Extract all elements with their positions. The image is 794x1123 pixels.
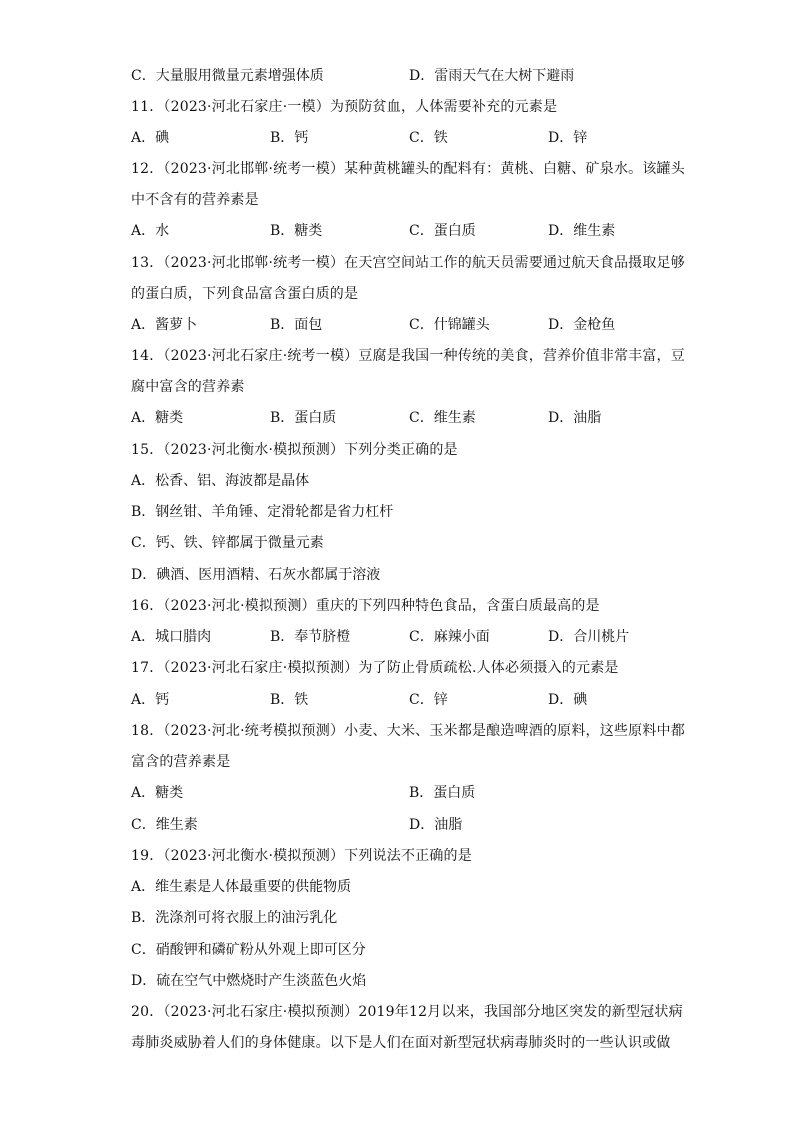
- option-b: B．糖类: [270, 223, 323, 239]
- option-c: C．维生素: [409, 410, 476, 426]
- option-b: B．钢丝钳、羊角锤、定滑轮都是省力杠杆: [131, 504, 394, 520]
- option-d: D．碘: [548, 692, 588, 708]
- option-d: D．碘酒、医用酒精、石灰水都属于溶液: [131, 567, 381, 583]
- question-17-options: [131, 690, 671, 710]
- option-c: C．大量服用微量元素增强体质: [131, 68, 324, 84]
- question-18-stem: 18．（2023·河北·统考模拟预测）小麦、大米、玉米都是酿造啤酒的原料，这些原料中都: [131, 723, 685, 739]
- question-12-options: [131, 221, 671, 241]
- question-14-stem-cont: 腐中富含的营养素: [131, 379, 245, 395]
- question-16-options: [131, 627, 671, 647]
- option-b: B．蛋白质: [409, 785, 476, 801]
- option-d: D．锌: [548, 130, 588, 146]
- option-b: B．奉节脐橙: [270, 629, 351, 645]
- question-20-stem: 20．（2023·河北石家庄·模拟预测）2019年12月以来，我国部分地区突发的新型冠状病: [131, 1004, 683, 1020]
- option-d: D．金枪鱼: [548, 317, 616, 333]
- question-11-options: [131, 128, 671, 148]
- question-15-stem: 15．（2023·河北衡水·模拟预测）下列分类正确的是: [131, 442, 458, 458]
- option-a: A．酱萝卜: [131, 317, 198, 333]
- question-17-stem: 17．（2023·河北石家庄·模拟预测）为了防止骨质疏松.人体必须摄入的元素是: [131, 660, 619, 676]
- option-b: B．蛋白质: [270, 410, 337, 426]
- question-18-options-row2: [131, 815, 671, 835]
- option-a: A．糖类: [131, 785, 184, 801]
- option-a: A．维生素是人体最重要的供能物质: [131, 879, 352, 895]
- option-c: C．硝酸钾和磷矿粉从外观上即可区分: [131, 942, 366, 958]
- option-a: A．糖类: [131, 410, 184, 426]
- option-d: D．合川桃片: [548, 629, 630, 645]
- question-14-stem: 14．（2023·河北石家庄·统考一模）豆腐是我国一种传统的美食，营养价值非常丰富，豆: [131, 348, 685, 364]
- option-c: C．钙、铁、锌都属于微量元素: [131, 535, 324, 551]
- option-d: D．雷雨天气在大树下避雨: [409, 68, 575, 84]
- option-b: B．铁: [270, 692, 309, 708]
- option-d: D．油脂: [548, 410, 602, 426]
- question-13-options: [131, 315, 671, 335]
- question-13-stem-cont: 的蛋白质，下列食品富含蛋白质的是: [131, 286, 359, 302]
- option-c: C．什锦罐头: [409, 317, 490, 333]
- option-a: A．城口腊肉: [131, 629, 212, 645]
- question-12-stem: 12．（2023·河北邯郸·统考一模）某种黄桃罐头的配料有：黄桃、白糖、矿泉水。该罐头: [131, 161, 685, 177]
- option-a: A．松香、铝、海波都是晶体: [131, 473, 310, 489]
- option-d: D．维生素: [548, 223, 616, 239]
- option-a: A．碘: [131, 130, 170, 146]
- option-a: A．钙: [131, 692, 170, 708]
- question-19-stem: 19．（2023·河北衡水·模拟预测）下列说法不正确的是: [131, 848, 472, 864]
- option-b: B．钙: [270, 130, 309, 146]
- question-16-stem: 16．（2023·河北·模拟预测）重庆的下列四种特色食品，含蛋白质最高的是: [131, 598, 600, 614]
- option-b: B．洗涤剂可将衣服上的油污乳化: [131, 910, 338, 926]
- option-d: D．油脂: [409, 817, 463, 833]
- option-c: C．麻辣小面: [409, 629, 490, 645]
- options-row: [131, 66, 671, 86]
- question-11-stem: 11．（2023·河北石家庄·一模）为预防贫血，人体需要补充的元素是: [131, 99, 558, 115]
- option-b: B．面包: [270, 317, 323, 333]
- question-18-stem-cont: 富含的营养素是: [131, 754, 231, 770]
- option-c: C．锌: [409, 692, 448, 708]
- question-14-options: [131, 408, 671, 428]
- option-c: C．维生素: [131, 817, 198, 833]
- option-a: A．水: [131, 223, 170, 239]
- question-18-options-row1: [131, 783, 671, 803]
- question-13-stem: 13．（2023·河北邯郸·统考一模）在天宫空间站工作的航天员需要通过航天食品摄取足够: [131, 255, 685, 271]
- option-c: C．蛋白质: [409, 223, 476, 239]
- option-d: D．硫在空气中燃烧时产生淡蓝色火焰: [131, 973, 367, 989]
- question-12-stem-cont: 中不含有的营养素是: [131, 192, 259, 208]
- option-c: C．铁: [409, 130, 448, 146]
- question-20-stem-cont: 毒肺炎威胁着人们的身体健康。以下是人们在面对新型冠状病毒肺炎时的一些认识或做: [131, 1035, 671, 1051]
